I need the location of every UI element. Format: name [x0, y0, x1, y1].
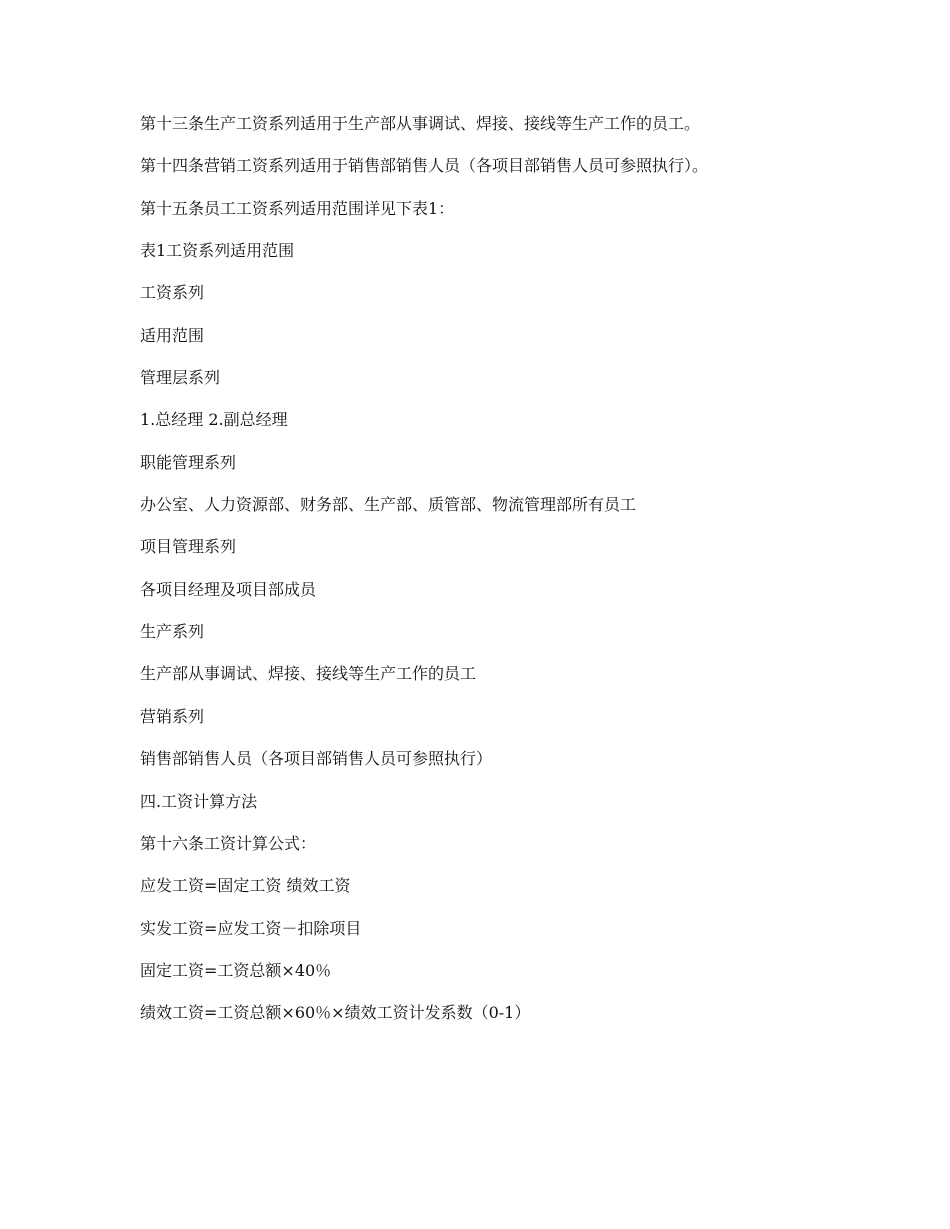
formula-gross-pay: 应发工资=固定工资 绩效工资 [140, 876, 351, 896]
management-series-label: 管理层系列 [140, 368, 221, 388]
marketing-series-label: 营销系列 [140, 706, 205, 726]
section-heading: 四.工资计算方法 [140, 791, 258, 811]
functional-series-label: 职能管理系列 [140, 452, 237, 472]
table-header-series: 工资系列 [140, 283, 205, 303]
project-series-scope: 各项目经理及项目部成员 [140, 579, 317, 599]
management-series-scope: 1.总经理 2.副总经理 [140, 410, 288, 430]
table-caption: 表1工资系列适用范围 [140, 241, 295, 261]
production-series-scope: 生产部从事调试、焊接、接线等生产工作的员工 [140, 664, 477, 684]
article-16-text: 第十六条工资计算公式： [140, 833, 317, 853]
project-series-label: 项目管理系列 [140, 537, 237, 557]
formula-fixed-pay: 固定工资=工资总额×40％ [140, 960, 332, 980]
formula-net-pay: 实发工资=应发工资－扣除项目 [140, 918, 362, 938]
marketing-series-scope: 销售部销售人员（各项目部销售人员可参照执行） [140, 749, 493, 769]
article-15-text: 第十五条员工工资系列适用范围详见下表1： [140, 198, 455, 218]
production-series-label: 生产系列 [140, 622, 205, 642]
document-body [140, 111, 880, 1043]
formula-performance-pay: 绩效工资=工资总额×60％×绩效工资计发系数（0-1） [140, 1003, 531, 1023]
article-13-text: 第十三条生产工资系列适用于生产部从事调试、焊接、接线等生产工作的员工。 [140, 114, 701, 133]
functional-series-scope: 办公室、人力资源部、财务部、生产部、质管部、物流管理部所有员工 [140, 495, 637, 515]
table-header-scope: 适用范围 [140, 325, 205, 345]
article-14-text: 第十四条营销工资系列适用于销售部销售人员（各项目部销售人员可参照执行）。 [140, 156, 709, 176]
